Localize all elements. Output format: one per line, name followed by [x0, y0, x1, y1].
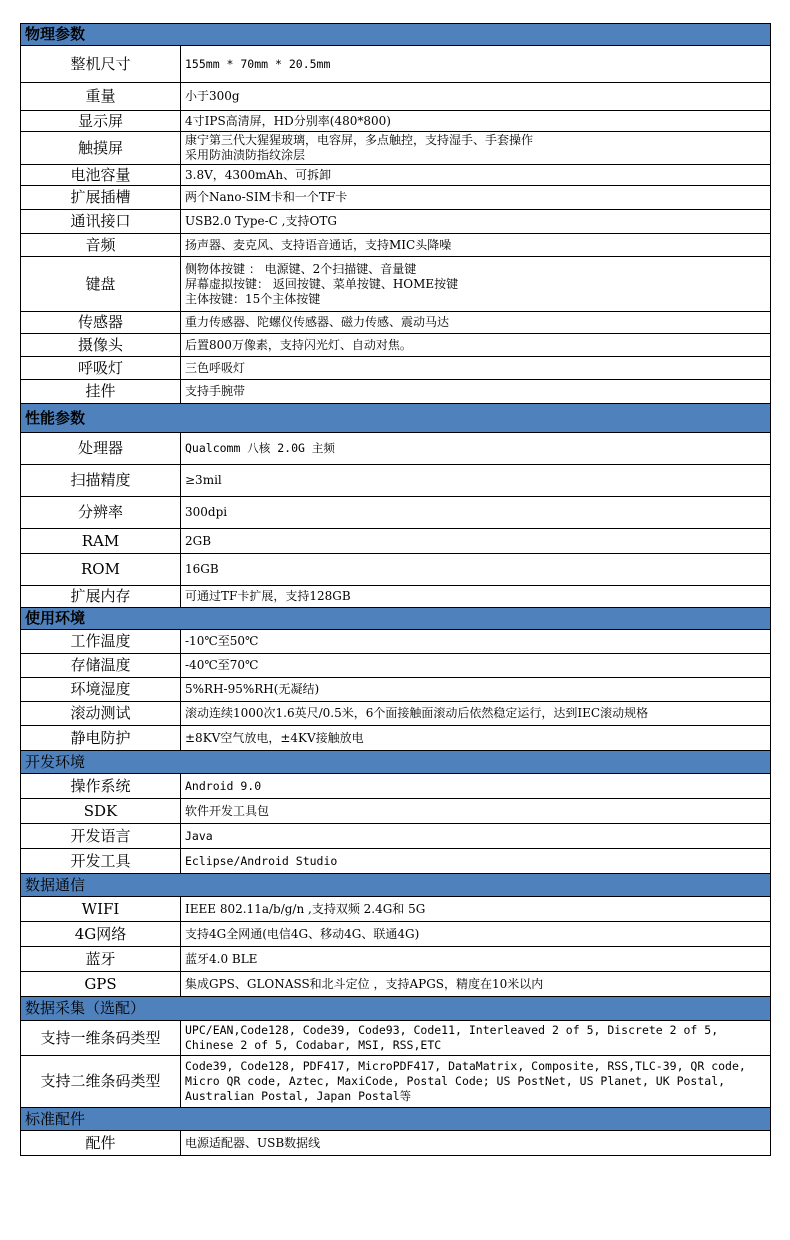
spec-label: 滚动测试: [21, 702, 181, 726]
spec-row: [21, 702, 771, 726]
spec-value: ≥3mil: [181, 465, 771, 497]
spec-value: -40℃至70℃: [181, 654, 771, 678]
section-header-row: [21, 608, 771, 630]
spec-label: 显示屏: [21, 111, 181, 132]
spec-value: Code39, Code128, PDF417, MicroPDF417, DataMatrix, Composite, RSS,TLC-39, QR code, Micro QR code, Aztec, MaxiCode, Postal Code; US PostNet, US Planet, UK Postal, Australian Postal, Japan Postal等: [181, 1056, 771, 1108]
spec-label: 扩展插槽: [21, 186, 181, 210]
spec-row: [21, 799, 771, 824]
spec-row: [21, 726, 771, 751]
spec-label: 音频: [21, 234, 181, 257]
section-header-row: [21, 404, 771, 433]
spec-value: Eclipse/Android Studio: [181, 849, 771, 874]
spec-row: [21, 1131, 771, 1156]
spec-row: [21, 234, 771, 257]
spec-value: 蓝牙4.0 BLE: [181, 947, 771, 972]
spec-label: 支持二维条码类型: [21, 1056, 181, 1108]
spec-row: [21, 83, 771, 111]
spec-row: [21, 497, 771, 529]
spec-label: 挂件: [21, 380, 181, 404]
spec-value: 软件开发工具包: [181, 799, 771, 824]
spec-label: 开发语言: [21, 824, 181, 849]
spec-row: [21, 1056, 771, 1108]
spec-value: 侧物体按键 ： 电源键、2个扫描键、音量键 屏幕虚拟按键： 返回按键、菜单按键、HOME按键 主体按键：15个主体按键: [181, 257, 771, 312]
spec-label: 摄像头: [21, 334, 181, 357]
spec-row: [21, 312, 771, 334]
spec-row: [21, 849, 771, 874]
spec-value: 三色呼吸灯: [181, 357, 771, 380]
spec-row: [21, 586, 771, 608]
spec-label: 蓝牙: [21, 947, 181, 972]
spec-label: 分辨率: [21, 497, 181, 529]
section-title: 标准配件: [21, 1108, 771, 1131]
section-title: 使用环境: [21, 608, 771, 630]
section-header-row: [21, 997, 771, 1021]
spec-label: 支持一维条码类型: [21, 1021, 181, 1056]
spec-value: -10℃至50℃: [181, 630, 771, 654]
spec-row: [21, 357, 771, 380]
spec-value: 重力传感器、陀螺仪传感器、磁力传感、震动马达: [181, 312, 771, 334]
section-title: 数据采集（选配）: [21, 997, 771, 1021]
spec-row: [21, 210, 771, 234]
spec-row: [21, 186, 771, 210]
section-header-row: [21, 874, 771, 897]
spec-label: WIFI: [21, 897, 181, 922]
spec-label: 电池容量: [21, 165, 181, 186]
spec-label: ROM: [21, 554, 181, 586]
spec-value: Android 9.0: [181, 774, 771, 799]
spec-label: 传感器: [21, 312, 181, 334]
spec-value: 小于300g: [181, 83, 771, 111]
spec-value: USB2.0 Type-C ,支持OTG: [181, 210, 771, 234]
spec-row: [21, 1021, 771, 1056]
spec-label: 存储温度: [21, 654, 181, 678]
spec-value: 电源适配器、USB数据线: [181, 1131, 771, 1156]
spec-row: [21, 654, 771, 678]
spec-value: 16GB: [181, 554, 771, 586]
spec-row: [21, 824, 771, 849]
spec-label: 通讯接口: [21, 210, 181, 234]
spec-label: 键盘: [21, 257, 181, 312]
spec-label: GPS: [21, 972, 181, 997]
spec-row: [21, 257, 771, 312]
spec-row: [21, 947, 771, 972]
spec-row: [21, 630, 771, 654]
spec-value: UPC/EAN,Code128, Code39, Code93, Code11, Interleaved 2 of 5, Discrete 2 of 5, Chinese 2 of 5, Codabar, MSI, RSS,ETC: [181, 1021, 771, 1056]
section-title: 开发环境: [21, 751, 771, 774]
spec-value: 扬声器、麦克风、支持语音通话，支持MIC头降噪: [181, 234, 771, 257]
spec-label: 工作温度: [21, 630, 181, 654]
spec-row: [21, 972, 771, 997]
section-title: 数据通信: [21, 874, 771, 897]
spec-row: [21, 380, 771, 404]
spec-table: [20, 23, 771, 1156]
spec-value: IEEE 802.11a/b/g/n ,支持双频 2.4G和 5G: [181, 897, 771, 922]
spec-row: [21, 774, 771, 799]
spec-row: [21, 529, 771, 554]
spec-row: [21, 922, 771, 947]
spec-row: [21, 897, 771, 922]
spec-row: [21, 465, 771, 497]
spec-value: 支持手腕带: [181, 380, 771, 404]
spec-label: 静电防护: [21, 726, 181, 751]
spec-row: [21, 132, 771, 165]
spec-label: 4G网络: [21, 922, 181, 947]
spec-value: 后置800万像素，支持闪光灯、自动对焦。: [181, 334, 771, 357]
section-header-row: [21, 1108, 771, 1131]
section-title: 物理参数: [21, 24, 771, 46]
spec-value: ±8KV空气放电，±4KV接触放电: [181, 726, 771, 751]
spec-row: [21, 554, 771, 586]
spec-label: 处理器: [21, 433, 181, 465]
spec-row: [21, 334, 771, 357]
spec-value: 康宁第三代大猩猩玻璃，电容屏，多点触控，支持湿手、手套操作 采用防油渍防指纹涂层: [181, 132, 771, 165]
spec-row: [21, 678, 771, 702]
spec-row: [21, 46, 771, 83]
spec-row: [21, 433, 771, 465]
section-header-row: [21, 751, 771, 774]
spec-label: SDK: [21, 799, 181, 824]
spec-value: 5%RH-95%RH(无凝结): [181, 678, 771, 702]
spec-value: 155mm * 70mm * 20.5mm: [181, 46, 771, 83]
spec-label: 触摸屏: [21, 132, 181, 165]
spec-value: 300dpi: [181, 497, 771, 529]
spec-value: 支持4G全网通(电信4G、移动4G、联通4G): [181, 922, 771, 947]
spec-label: 扩展内存: [21, 586, 181, 608]
spec-value: 可通过TF卡扩展，支持128GB: [181, 586, 771, 608]
spec-table-body: [21, 24, 771, 1156]
spec-value: Java: [181, 824, 771, 849]
section-header-row: [21, 24, 771, 46]
spec-label: 环境湿度: [21, 678, 181, 702]
spec-label: 操作系统: [21, 774, 181, 799]
spec-value: 两个Nano-SIM卡和一个TF卡: [181, 186, 771, 210]
section-title: 性能参数: [21, 404, 771, 433]
spec-label: 扫描精度: [21, 465, 181, 497]
spec-label: 开发工具: [21, 849, 181, 874]
spec-value: 集成GPS、GLONASS和北斗定位 ，支持APGS，精度在10米以内: [181, 972, 771, 997]
spec-label: 配件: [21, 1131, 181, 1156]
spec-label: 整机尺寸: [21, 46, 181, 83]
spec-value: 2GB: [181, 529, 771, 554]
spec-row: [21, 165, 771, 186]
spec-label: 重量: [21, 83, 181, 111]
spec-label: 呼吸灯: [21, 357, 181, 380]
spec-row: [21, 111, 771, 132]
spec-value: Qualcomm 八核 2.0G 主频: [181, 433, 771, 465]
spec-value: 4寸IPS高清屏，HD分别率(480*800): [181, 111, 771, 132]
spec-label: RAM: [21, 529, 181, 554]
spec-value: 滚动连续1000次1.6英尺/0.5米，6个面接触面滚动后依然稳定运行，达到IEC滚动规格: [181, 702, 771, 726]
spec-value: 3.8V，4300mAh、可拆卸: [181, 165, 771, 186]
